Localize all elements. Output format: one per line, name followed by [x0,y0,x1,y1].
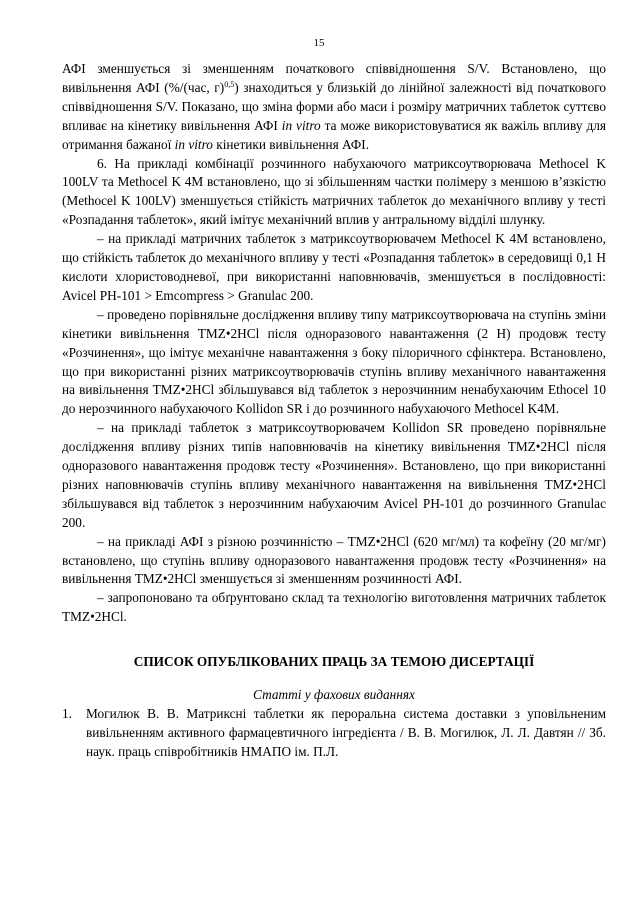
reference-number: 1. [62,706,72,721]
paragraph-1: АФІ зменшується зі зменшенням початкового співвідношення S/V. Встановлено, що вивільнення АФІ (%/(час, г)$^{0,5}$) знаходиться у близькій до лінійної залежності від початкового співвідношення S/V. Показано, що зміна форми або маси і розміру матричних таблеток суттєво впливає на кінетику вивільнення АФІ in vitro та може використовуватися як важіль впливу для отримання бажаної in vitro кінетики вивільнення АФІ. [62,61,606,152]
paragraph-4: – проведено порівняльне дослідження впливу типу матриксоутворювача на ступінь зміни кінетики вивільнення TMZ•2HCl після одноразового навантаження (2 Н) продовж тесту «Розчинення», що імітує механічне навантаження з боку пілоричного сфінктера. Встановлено, що при використанні різних матриксоутворювачів ступінь впливу механічного навантаження на вивільнення TMZ•2HCl збільшувався від таблеток з нерозчинним ненабухаючим Ethocel 10 до нерозчинного набухаючого Kollidon SR і до розчинного набухаючого Methocel K4M. [62,306,606,417]
paragraph-6: – на прикладі АФІ з різною розчинністю – TMZ•2HCl (620 мг/мл) та кофеїну (20 мг/мг) встановлено, що ступінь впливу одноразового навантаження продовж тесту «Розчинення» на вивільнення TMZ•2HCl зменшується зі зменшенням розчинності АФІ. [62,533,606,587]
section-heading: СПИСОК ОПУБЛІКОВАНИХ ПРАЦЬ ЗА ТЕМОЮ ДИСЕРТАЦІЇ [133,654,535,670]
page-number: 15 [313,37,325,49]
paragraph-3: – на прикладі матричних таблеток з матриксоутворювачем Methocel K 4M встановлено, що стійкість таблеток до механічного впливу у тесті «Розпадання таблеток» в середовищі 0,1 Н кислоти хлористоводневої, при використанні наповнювачів, зменшується в послідовності: Avicel PH-101 > Emcompress > Granulac 200. [62,231,606,303]
paragraph-2: 6. На прикладі комбінації розчинного набухаючого матриксоутворювача Methocel K 100LV та Methocel K 4M встановлено, що зі збільшенням частки полімеру з меншою в’язкістю (Methocel K 100LV) зменшується стійкість матричних таблеток до механічного впливу у тесті «Розпадання таблеток», який імітує механічний вплив у антральному відділі шлунку. [62,155,606,228]
section-subheading: Статті у фахових виданнях [253,687,415,703]
reference-item [62,705,606,762]
reference-text: Могилюк В. В. Матриксні таблетки як пероральна система доставки з уповільненим вивільненням активного фармацевтичного інгредієнта / В. В. Могилюк, Л. Л. Давтян // Зб. наук. праць співробітників НМАПО ім. П.Л. [86,706,606,759]
paragraph-7: – запропоновано та обґрунтовано склад та технологію виготовлення матричних таблеток TMZ•2HCl. [62,590,606,625]
paragraph-5: – на прикладі таблеток з матриксоутворювачем Kollidon SR проведено порівняльне дослідження впливу різних типів наповнювачів на кінетику вивільнення TMZ•2HCl після одноразового навантаження продовж тесту «Розчинення». Встановлено, що при використанні різних наповнювачів ступінь впливу механічного навантаження на вивільнення TMZ•2HCl збільшувався від таблеток з нерозчинним набухаючим Avicel PH-101 до розчинного Granulac 200. [62,420,606,530]
document-body [62,60,606,762]
